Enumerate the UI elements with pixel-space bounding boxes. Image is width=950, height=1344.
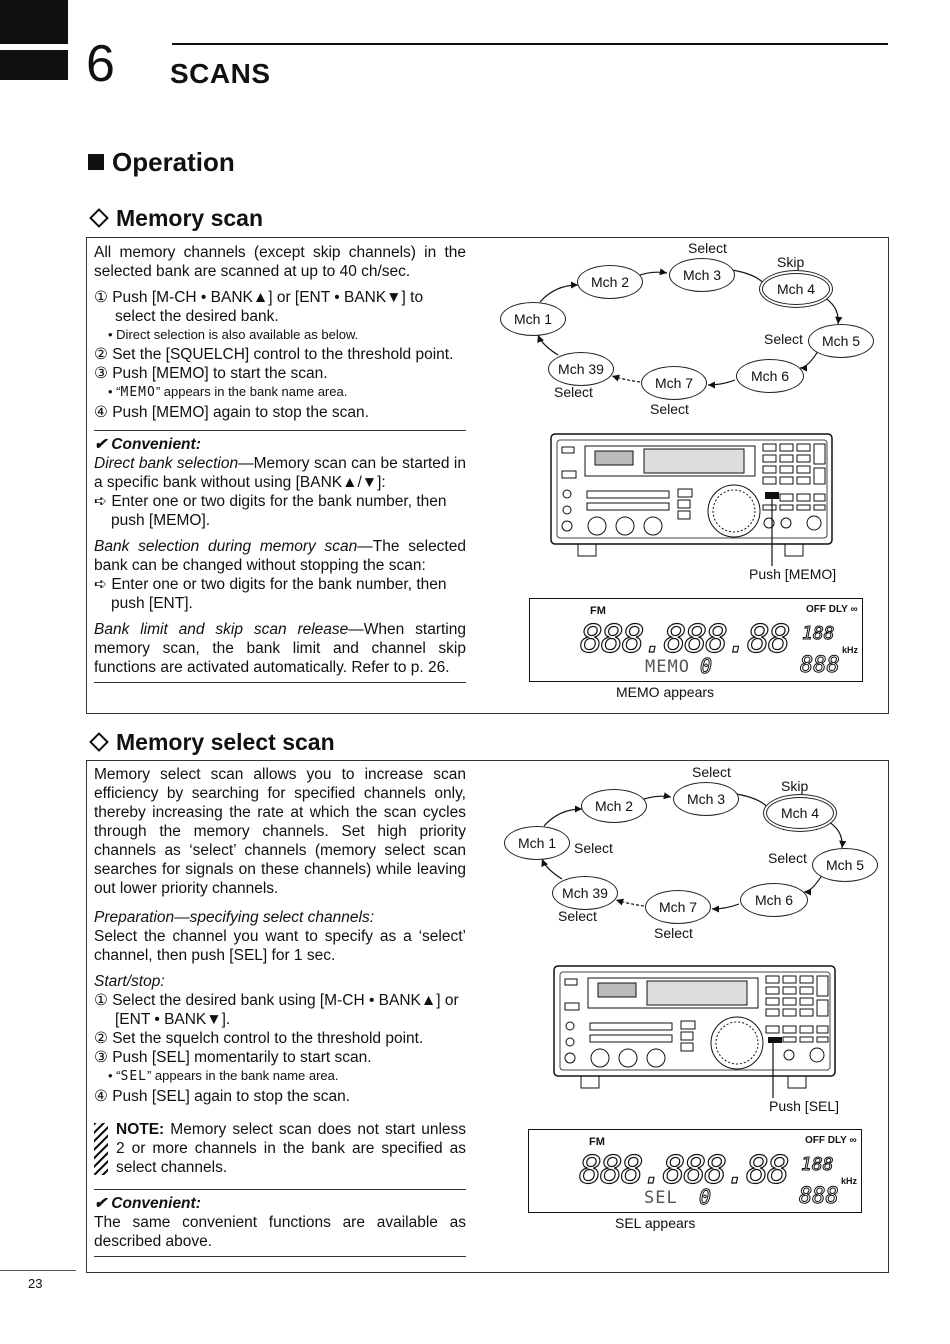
step-3-note: • “SEL” appears in the bank name area.	[108, 1068, 339, 1084]
chapter-rule	[172, 43, 888, 45]
receiver-illustration	[553, 965, 838, 1090]
channel-mch3: Mch 3	[673, 782, 739, 816]
push-sel-label: Push [SEL]	[769, 1098, 840, 1114]
step-1-note: • Direct selection is also available as below.	[108, 327, 359, 342]
label-select: Select	[650, 401, 689, 417]
channel-mch2: Mch 2	[581, 789, 647, 823]
step-3: ③ Push [SEL] momentarily to start scan.	[94, 1049, 372, 1066]
lcd-caption: MEMO appears	[616, 684, 715, 700]
memory-scan-intro: All memory channels (except skip channels) in the selected bank are scanned at up to 40 ch/sec.	[94, 244, 466, 280]
lcd-frequency-segments: 888.888.88	[579, 1148, 788, 1192]
callout-line	[770, 498, 774, 568]
memory-select-scan-text	[94, 765, 466, 1261]
channel-mch5: Mch 5	[812, 848, 878, 882]
memory-select-scan-heading: Memory select scan	[88, 729, 335, 756]
section-heading: Operation	[88, 147, 235, 178]
lcd-caption: SEL appears	[615, 1215, 696, 1231]
receiver-illustration	[550, 433, 835, 558]
lcd-channel-segments: 188	[802, 623, 835, 644]
lcd-bank-digit: 0	[699, 1185, 712, 1209]
chapter-title: SCANS	[170, 58, 271, 89]
arrow-icon: ➪	[94, 493, 107, 510]
divider	[94, 430, 466, 431]
startstop-title: Start/stop:	[94, 973, 165, 990]
channel-mch6: Mch 6	[740, 883, 808, 917]
label-select: Select	[558, 908, 597, 924]
channel-mch4: Mch 4	[762, 273, 830, 305]
lcd-bank-text: MEMO	[645, 657, 690, 677]
label-select: Select	[692, 764, 731, 780]
lcd-bank-digit: 0	[700, 654, 713, 678]
divider	[94, 1256, 466, 1257]
page-number: 23	[28, 1276, 43, 1291]
conv-direct-bank: Direct bank selection—Memory scan can be started in a specific bank without using [BANK▲/▼]:	[94, 455, 466, 491]
memory-scan-diagram	[500, 240, 880, 420]
chapter-tab-lower	[0, 50, 68, 80]
push-memo-label: Push [MEMO]	[749, 566, 837, 582]
diamond-bullet-icon	[89, 733, 109, 753]
step-1: ① Select the desired bank using [M-CH • BANK▲] or [ENT • BANK▼].	[94, 992, 459, 1028]
channel-mch6: Mch 6	[736, 359, 804, 393]
lcd-sub-segments: 888	[799, 1184, 839, 1209]
label-skip: Skip	[777, 254, 805, 270]
chapter-tab-upper	[0, 0, 68, 44]
lcd-bank-text: SEL	[644, 1188, 678, 1208]
step-4: ④ Push [MEMO] again to stop the scan.	[94, 404, 369, 421]
memory-scan-text	[94, 243, 466, 687]
channel-mch1: Mch 1	[504, 826, 570, 860]
lcd-flags: OFF DLY ∞	[805, 1135, 857, 1146]
conv-bank-selection-step: ➪ Enter one or two digits for the bank number, then push [ENT].	[94, 576, 447, 612]
lcd-display	[528, 1129, 862, 1213]
step-1: ① Push [M-CH • BANK▲] or [ENT • BANK▼] to select the desired bank.	[94, 289, 424, 325]
lcd-unit: kHz	[842, 645, 859, 655]
lcd-channel-segments: 188	[801, 1154, 834, 1175]
step-4: ④ Push [SEL] again to stop the scan.	[94, 1088, 351, 1105]
lcd-frequency-segments: 888.888.88	[580, 617, 789, 661]
channel-mch2: Mch 2	[577, 265, 643, 299]
step-3-note: • “MEMO” appears in the bank name area.	[108, 384, 348, 400]
lcd-mode: FM	[590, 605, 606, 617]
chapter-number: 6	[86, 35, 115, 93]
page-rule	[0, 1270, 76, 1271]
channel-mch39: Mch 39	[552, 876, 618, 910]
channel-mch1: Mch 1	[500, 302, 566, 336]
prep-title: Preparation—specifying select channels:	[94, 909, 375, 926]
memory-scan-heading: Memory scan	[88, 205, 263, 232]
note-hatch-icon	[94, 1123, 108, 1175]
label-select: Select	[764, 331, 803, 347]
step-3: ③ Push [MEMO] to start the scan.	[94, 365, 328, 382]
convenient-label: ✔ Convenient:	[94, 1195, 201, 1212]
channel-mch5: Mch 5	[808, 324, 874, 358]
label-select: Select	[654, 925, 693, 941]
lcd-display	[529, 598, 863, 682]
channel-mch7: Mch 7	[641, 366, 707, 400]
divider	[94, 1189, 466, 1190]
note: NOTE: Memory select scan does not start unless 2 or more channels in the bank are specified as select channels.	[94, 1120, 466, 1177]
label-select: Select	[688, 240, 727, 256]
memory-select-diagram	[504, 764, 884, 944]
label-select: Select	[768, 850, 807, 866]
lcd-mode: FM	[589, 1136, 605, 1148]
step-2: ② Set the squelch control to the threshold point.	[94, 1030, 424, 1047]
label-select: Select	[574, 840, 613, 856]
divider	[94, 682, 466, 683]
arrow-icon: ➪	[94, 576, 107, 593]
prep-text: Select the channel you want to specify as a ‘select’ channel, then push [SEL] for 1 sec.	[94, 928, 466, 964]
square-bullet-icon	[88, 154, 104, 170]
conv-direct-bank-step: ➪ Enter one or two digits for the bank number, then push [MEMO].	[94, 493, 447, 529]
channel-mch7: Mch 7	[645, 890, 711, 924]
conv-bank-limit: Bank limit and skip scan release—When starting memory scan, the bank limit and channel skip functions are activated automatically. Refer to p. 26.	[94, 621, 466, 676]
lcd-flags: OFF DLY ∞	[806, 604, 858, 615]
label-select: Select	[554, 384, 593, 400]
lcd-sub-segments: 888	[800, 653, 840, 678]
channel-mch39: Mch 39	[548, 352, 614, 386]
channel-mch3: Mch 3	[669, 258, 735, 292]
diamond-bullet-icon	[89, 209, 109, 229]
label-skip: Skip	[781, 778, 809, 794]
lcd-unit: kHz	[841, 1176, 858, 1186]
conv-bank-selection: Bank selection during memory scan—The selected bank can be changed without stopping the scan:	[94, 538, 466, 574]
convenient-label: ✔ Convenient:	[94, 436, 201, 453]
step-2: ② Set the [SQUELCH] control to the threshold point.	[94, 346, 454, 363]
memory-select-intro: Memory select scan allows you to increase scan efficiency by searching for specified channels only, thereby increasing the rate at which the scan cycles through the memory channels. Set high priority channels as ‘select’ channels (memory select scan searches for signals on these channels) while leaving out lower priority channels.	[94, 766, 466, 897]
callout-line	[771, 1040, 775, 1100]
conv-text: The same convenient functions are available as described above.	[94, 1214, 466, 1250]
channel-mch4: Mch 4	[766, 797, 834, 829]
